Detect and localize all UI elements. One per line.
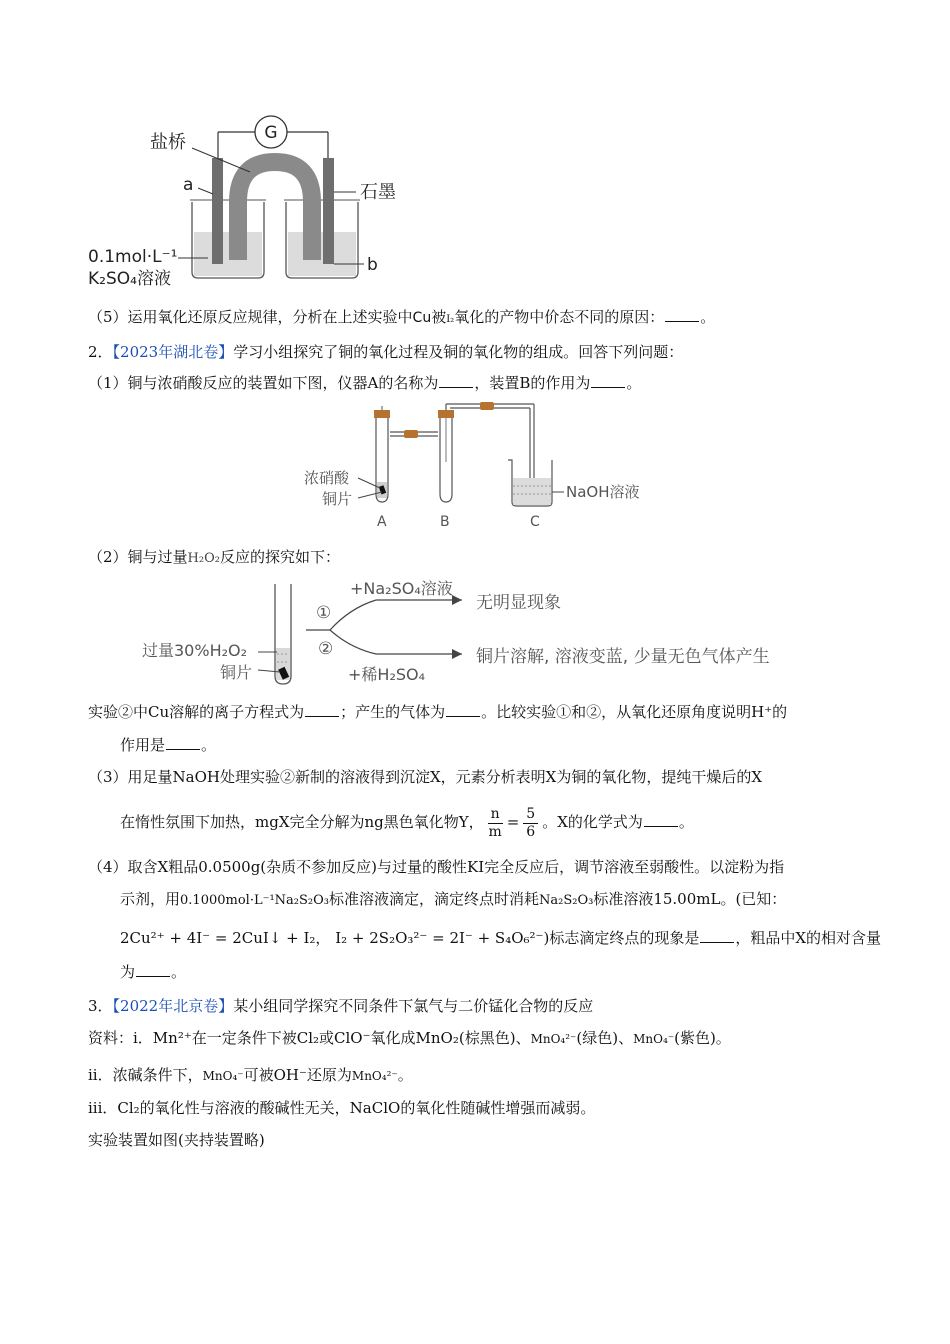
fraction-n-over-m: $\frac{n}{m}$	[488, 805, 502, 840]
question-3-header: 3．【2022年北京卷】某小组同学探究不同条件下氯气与二价锰化合物的反应	[88, 997, 594, 1015]
concentrated-nitric-acid-label: 浓硝酸	[304, 469, 350, 487]
question-2-header: 2．【2023年湖北卷】学习小组探究了铜的氧化过程及铜的氧化物的组成。回答下列问题：	[88, 343, 684, 361]
reagent-label: 过量30%H₂O₂	[142, 641, 248, 660]
step2-result: 铜片溶解, 溶液变蓝, 少量无色气体产生	[476, 647, 770, 667]
label-B: B	[440, 514, 450, 530]
answer-blank[interactable]	[446, 702, 480, 717]
answer-blank[interactable]	[166, 735, 200, 750]
step2-number: ②	[318, 639, 334, 659]
question-2-part-3-line1: （3）用足量NaOH处理实验②新制的溶液得到沉淀X，元素分析表明X为铜的氧化物，提纯干燥后的X	[88, 768, 763, 786]
fraction-5-over-6: $\frac{5}{6}$	[523, 806, 538, 841]
question-2-part-2: （2）铜与过量H₂O₂反应的探究如下：	[88, 548, 340, 566]
naoh-solution-label: NaOH溶液	[566, 483, 640, 501]
answer-blank[interactable]	[136, 962, 170, 977]
answer-blank[interactable]	[665, 307, 699, 322]
question-2-part-3-line2: 在惰性氛围下加热，mgX完全分解为ng黑色氧化物Y， $\frac{n}{m}$ = $\frac{5}{6}$ 。X的化学式为 。	[120, 805, 694, 840]
solution-name-label: K₂SO₄溶液	[88, 269, 171, 289]
label-C: C	[530, 514, 540, 530]
h2o2-experiment-figure	[140, 578, 820, 690]
question-3-info-2: ii．浓碱条件下，MnO₄⁻可被OH⁻还原为MnO₄²⁻。	[88, 1066, 413, 1084]
step1-number: ①	[316, 603, 332, 623]
question-2-part-4-line1: （4）取含X粗品0.0500g(杂质不参加反应)与过量的酸性KI完全反应后，调节溶液至弱酸性。以淀粉为指	[88, 858, 785, 876]
copper-piece-label: 铜片	[220, 663, 253, 682]
question-2-part-4-line4: 为 。	[120, 963, 187, 981]
salt-bridge-cell-figure	[80, 110, 420, 290]
galvanometer-label: G	[264, 123, 278, 143]
question-3-info-3: iii．Cl₂的氧化性与溶液的酸碱性无关，NaClO的氧化性随碱性增强而减弱。	[88, 1099, 596, 1117]
answer-blank[interactable]	[644, 812, 678, 827]
nitric-acid-apparatus-figure	[298, 402, 658, 532]
electrode-a-label: a	[183, 175, 194, 195]
answer-blank[interactable]	[439, 373, 473, 388]
graphite-label: 石墨	[360, 182, 396, 203]
source-tag: 【2022年北京卷】	[112, 997, 234, 1015]
step1-reagent: +Na₂SO₄溶液	[350, 579, 453, 598]
question-2-part-1: （1）铜与浓硝酸反应的装置如下图，仪器A的名称为 ，装置B的作用为 。	[88, 374, 642, 392]
label-b: b	[367, 255, 378, 275]
question-2-part-2-questions: 实验②中Cu溶解的离子方程式为 ；产生的气体为 。比较实验①和②，从氧化还原角度说明H⁺的	[88, 703, 788, 721]
question-2-part-4-line2: 示剂，用0.1000mol·L⁻¹Na₂S₂O₃标准溶液滴定，滴定终点时消耗Na₂S₂O₃标准溶液15.00mL。(已知：	[120, 890, 787, 908]
step2-reagent: +稀H₂SO₄	[348, 665, 426, 684]
step1-result: 无明显现象	[476, 593, 561, 613]
answer-blank[interactable]	[591, 373, 625, 388]
answer-blank[interactable]	[305, 702, 339, 717]
salt-bridge-label: 盐桥	[150, 132, 186, 153]
question-3-setup: 实验装置如图(夹持装置略)	[88, 1131, 265, 1149]
label-A: A	[377, 514, 387, 530]
answer-blank[interactable]	[700, 928, 734, 943]
solution-concentration-label: 0.1mol·L⁻¹	[88, 247, 178, 267]
source-tag: 【2023年湖北卷】	[112, 343, 234, 361]
question-2-part-4-line3: 2Cu²⁺ + 4I⁻ = 2CuI↓ + I₂， I₂ + 2S₂O₃²⁻ = 2I⁻ + S₄O₆²⁻)标志滴定终点的现象是 ，粗品中X的相对含量	[120, 929, 882, 947]
question-3-info-1: 资料：i．Mn²⁺在一定条件下被Cl₂或ClO⁻氧化成MnO₂(棕黑色)、MnO₄²⁻(绿色)、MnO₄⁻(紫色)。	[88, 1029, 731, 1047]
copper-piece-label: 铜片	[322, 490, 353, 508]
question-1-part-5: （5）运用氧化还原反应规律，分析在上述实验中Cu被I₂氧化的产物中价态不同的原因： 。	[88, 308, 716, 326]
question-2-part-2-continuation: 作用是 。	[120, 736, 217, 754]
